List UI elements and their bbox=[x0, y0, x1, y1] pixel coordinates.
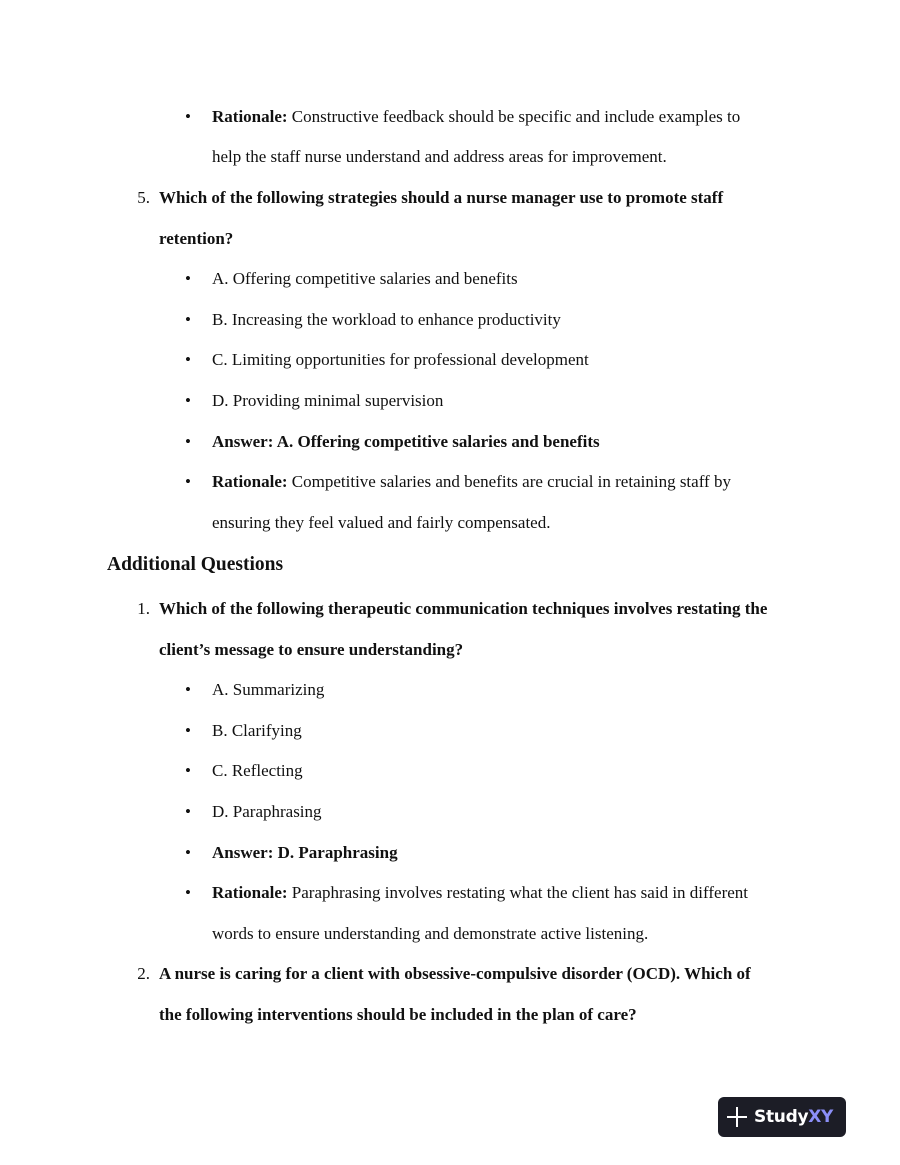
q5-question-continued: retention? bbox=[159, 229, 234, 248]
studyxy-logo bbox=[718, 1097, 846, 1137]
question-number: 1. bbox=[137, 599, 150, 618]
question-number: 2. bbox=[137, 964, 150, 983]
logo-text: StudyXY bbox=[754, 1107, 834, 1127]
bullet: • bbox=[185, 721, 191, 740]
section-heading: Additional Questions bbox=[107, 554, 284, 575]
aq1-question-continued: client’s message to ensure understanding? bbox=[159, 640, 464, 659]
aq2-question-continued: the following interventions should be included in the plan of care? bbox=[159, 1005, 637, 1024]
aq2-question: A nurse is caring for a client with obsessive-compulsive disorder (OCD). Which of bbox=[159, 964, 751, 983]
bullet: • bbox=[185, 802, 191, 821]
aq1-answer: Answer: D. Paraphrasing bbox=[212, 843, 398, 862]
bullet: • bbox=[185, 883, 191, 902]
bullet: • bbox=[185, 391, 191, 410]
q4-rationale: Rationale: Constructive feedback should be specific and include examples to bbox=[212, 107, 741, 126]
aq1-option-a: A. Summarizing bbox=[212, 680, 325, 699]
q5-option-d: D. Providing minimal supervision bbox=[212, 391, 444, 410]
q5-option-a: A. Offering competitive salaries and benefits bbox=[212, 269, 518, 288]
q5-option-c: C. Limiting opportunities for professional development bbox=[212, 350, 589, 369]
q5-question: Which of the following strategies should a nurse manager use to promote staff bbox=[159, 188, 724, 207]
bullet: • bbox=[185, 761, 191, 780]
bullet: • bbox=[185, 350, 191, 369]
bullet: • bbox=[185, 472, 191, 491]
question-number: 5. bbox=[137, 188, 150, 207]
rationale-label: Rationale: bbox=[212, 472, 288, 491]
aq1-question: Which of the following therapeutic communication techniques involves restating the bbox=[159, 599, 768, 618]
aq1-option-b: B. Clarifying bbox=[212, 721, 302, 740]
aq1-option-c: C. Reflecting bbox=[212, 761, 303, 780]
bullet: • bbox=[185, 269, 191, 288]
q5-option-b: B. Increasing the workload to enhance productivity bbox=[212, 310, 561, 329]
q5-answer: Answer: A. Offering competitive salaries and benefits bbox=[212, 432, 600, 451]
q5-rationale-continued: ensuring they feel valued and fairly compensated. bbox=[212, 513, 551, 532]
bullet: • bbox=[185, 310, 191, 329]
bullet: • bbox=[185, 843, 191, 862]
bullet: • bbox=[185, 432, 191, 451]
aq1-rationale: Rationale: Paraphrasing involves restating what the client has said in different bbox=[212, 883, 748, 902]
rationale-label: Rationale: bbox=[212, 107, 288, 126]
bullet: • bbox=[185, 680, 191, 699]
q5-rationale: Rationale: Competitive salaries and benefits are crucial in retaining staff by bbox=[212, 472, 731, 491]
plus-icon bbox=[727, 1107, 747, 1127]
q4-rationale-continued: help the staff nurse understand and address areas for improvement. bbox=[212, 147, 667, 166]
bullet: • bbox=[185, 107, 191, 126]
aq1-option-d: D. Paraphrasing bbox=[212, 802, 322, 821]
rationale-label: Rationale: bbox=[212, 883, 288, 902]
aq1-rationale-continued: words to ensure understanding and demonstrate active listening. bbox=[212, 924, 649, 943]
